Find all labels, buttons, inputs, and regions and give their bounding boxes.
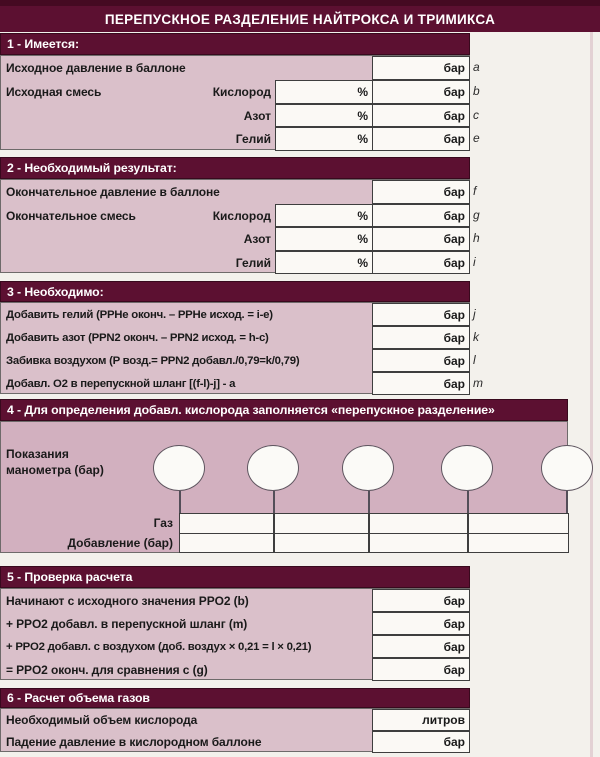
value-cell-i xyxy=(372,251,470,274)
row-letter-h: h xyxy=(473,231,480,245)
row-oxygen-volume xyxy=(1,709,469,731)
unit-label: бар xyxy=(443,662,465,677)
row-label: Забивка воздухом (P возд.= PPN2 добавл./0,79=k/0,79) xyxy=(6,354,300,367)
value-cell-a xyxy=(372,56,470,80)
unit-label: бар xyxy=(443,108,465,123)
check-cell-2 xyxy=(372,612,470,635)
section-1-body xyxy=(0,55,470,150)
percent-label: % xyxy=(357,232,368,246)
unit-label: бар xyxy=(443,616,465,631)
gas-label: Азот xyxy=(243,232,271,246)
row-check-start xyxy=(1,589,469,612)
value-cell-m xyxy=(372,372,470,395)
gauge-circle-2 xyxy=(247,445,299,491)
gauge-circle-1 xyxy=(153,445,205,491)
section-3-header xyxy=(0,281,470,302)
section-6-header-label: 6 - Расчет объема газов xyxy=(7,691,150,705)
unit-label: бар xyxy=(443,307,465,322)
percent-label: % xyxy=(357,108,368,123)
row-label: Необходимый объем кислорода xyxy=(6,713,198,727)
row-check-final xyxy=(1,658,469,681)
gauge-reading-label xyxy=(6,446,104,478)
row-initial-mix-helium xyxy=(1,127,469,151)
row-letter-a: a xyxy=(473,60,480,74)
unit-label: бар xyxy=(443,85,465,99)
section-6-header xyxy=(0,688,470,708)
section-2-header xyxy=(0,157,470,179)
percent-cell-c xyxy=(275,104,373,127)
row-letter-m: m xyxy=(473,375,483,390)
section-1-header xyxy=(0,33,470,55)
section-5-header-label: 5 - Проверка расчета xyxy=(7,570,133,584)
section-3-header-label: 3 - Необходимо: xyxy=(7,284,104,299)
value-cell-f xyxy=(372,180,470,204)
row-label: Падение давление в кислородном баллоне xyxy=(6,735,262,749)
row-label: = PPO2 оконч. для сравнения с (g) xyxy=(6,662,208,677)
unit-label: бар xyxy=(443,593,465,608)
table-row-divider xyxy=(180,533,568,535)
percent-cell-h xyxy=(275,227,373,251)
unit-label: бар xyxy=(443,330,465,345)
unit-label: бар xyxy=(443,255,465,270)
gauge-reading-label-line1: Показания xyxy=(6,447,69,461)
value-cell-c xyxy=(372,104,470,127)
gas-label: Азот xyxy=(243,108,271,123)
row-add-nitrogen xyxy=(1,326,469,349)
table-column-divider-2 xyxy=(368,514,370,552)
row-final-mix-oxygen xyxy=(1,204,469,227)
row-letter-i: i xyxy=(473,254,476,269)
check-cell-1 xyxy=(372,589,470,612)
row-label: Начинают с исходного значения PPO2 (b) xyxy=(6,593,249,608)
percent-label: % xyxy=(357,85,368,99)
value-cell-k xyxy=(372,326,470,349)
value-cell-l xyxy=(372,349,470,372)
section-4-header xyxy=(0,399,568,421)
row-letter-l: l xyxy=(473,352,476,367)
pressure-drop-cell xyxy=(372,731,470,753)
row-final-pressure xyxy=(1,180,469,204)
gas-label: Гелий xyxy=(235,255,271,270)
row-label: Добавл. O2 в перепускной шланг [(f-l)-j] - a xyxy=(6,377,236,390)
value-cell-e xyxy=(372,127,470,151)
row-add-helium xyxy=(1,303,469,326)
unit-label: литров xyxy=(422,713,465,727)
unit-label: бар xyxy=(443,376,465,391)
check-cell-4 xyxy=(372,658,470,681)
row-initial-pressure xyxy=(1,56,469,80)
gauge-circle-5 xyxy=(541,445,593,491)
section-6-body xyxy=(0,708,470,752)
section-1-header-label: 1 - Имеется: xyxy=(7,37,79,51)
section-2-body xyxy=(0,179,470,273)
row-check-hose xyxy=(1,612,469,635)
group-label: Исходная смесь xyxy=(6,85,102,99)
unit-label: бар xyxy=(443,735,465,749)
unit-label: бар xyxy=(443,639,465,654)
value-cell-h xyxy=(372,227,470,251)
row-label: + PPO2 добавл. с воздухом (доб. воздух × 0,21 = l × 0,21) xyxy=(6,640,312,653)
row-label: Добавить азот (PPN2 оконч. – PPN2 исход. = h-c) xyxy=(6,331,269,344)
value-cell-j xyxy=(372,303,470,326)
percent-label: % xyxy=(357,208,368,223)
row-initial-mix-nitrogen xyxy=(1,104,469,127)
group-label: Окончательное смесь xyxy=(6,208,136,223)
row-letter-c: c xyxy=(473,107,479,122)
percent-label: % xyxy=(357,255,368,270)
row-final-mix-nitrogen xyxy=(1,227,469,251)
section-2-header-label: 2 - Необходимый результат: xyxy=(7,161,177,175)
gas-addition-table xyxy=(179,513,569,553)
unit-label: бар xyxy=(443,208,465,223)
unit-label: бар xyxy=(443,185,465,199)
row-final-mix-helium xyxy=(1,251,469,274)
row-check-air xyxy=(1,635,469,658)
table-column-divider-1 xyxy=(273,514,275,552)
gas-label: Кислород xyxy=(212,208,271,223)
gauge-circle-3 xyxy=(342,445,394,491)
gas-label: Кислород xyxy=(212,85,271,99)
section-5-body xyxy=(0,588,470,680)
volume-cell xyxy=(372,709,470,731)
row-initial-mix-oxygen xyxy=(1,80,469,104)
section-5-header xyxy=(0,566,470,588)
value-cell-b xyxy=(372,80,470,104)
row-top-with-air xyxy=(1,349,469,372)
unit-label: бар xyxy=(443,61,465,75)
section-4-header-label: 4 - Для определения добавл. кислорода заполняется «перепускное разделение» xyxy=(7,403,495,417)
unit-label: бар xyxy=(443,353,465,368)
unit-label: бар xyxy=(443,132,465,146)
page-edge-shadow xyxy=(590,0,593,757)
percent-cell-i xyxy=(275,251,373,274)
gauge-circle-4 xyxy=(441,445,493,491)
addition-row-label: Добавление (бар) xyxy=(67,536,173,550)
section-4-body xyxy=(0,421,568,553)
table-column-divider-3 xyxy=(467,514,469,552)
row-add-oxygen-hose xyxy=(1,372,469,395)
gauge-reading-label-line2: манометра (бар) xyxy=(6,463,104,477)
page-title: ПЕРЕПУСКНОЕ РАЗДЕЛЕНИЕ НАЙТРОКСА И ТРИМИКСА xyxy=(104,11,496,27)
unit-label: бар xyxy=(443,232,465,246)
row-label: Добавить гелий (PPHe оконч. – PPHe исход. = i-e) xyxy=(6,308,273,321)
percent-cell-b xyxy=(275,80,373,104)
row-letter-j: j xyxy=(473,306,476,321)
row-letter-f: f xyxy=(473,184,477,198)
gas-row-label: Газ xyxy=(153,516,173,530)
percent-label: % xyxy=(357,132,368,146)
row-letter-b: b xyxy=(473,84,480,98)
row-pressure-drop xyxy=(1,731,469,753)
title-bar xyxy=(0,0,600,32)
row-label: Исходное давление в баллоне xyxy=(6,61,186,75)
gas-label: Гелий xyxy=(235,132,271,146)
value-cell-g xyxy=(372,204,470,227)
row-letter-k: k xyxy=(473,329,479,344)
percent-cell-e xyxy=(275,127,373,151)
row-label: + PPO2 добавл. в перепускной шланг (m) xyxy=(6,616,248,631)
row-label: Окончательное давление в баллоне xyxy=(6,185,220,199)
percent-cell-g xyxy=(275,204,373,227)
row-letter-e: e xyxy=(473,131,480,145)
section-3-body xyxy=(0,302,470,394)
row-letter-g: g xyxy=(473,207,480,222)
check-cell-3 xyxy=(372,635,470,658)
